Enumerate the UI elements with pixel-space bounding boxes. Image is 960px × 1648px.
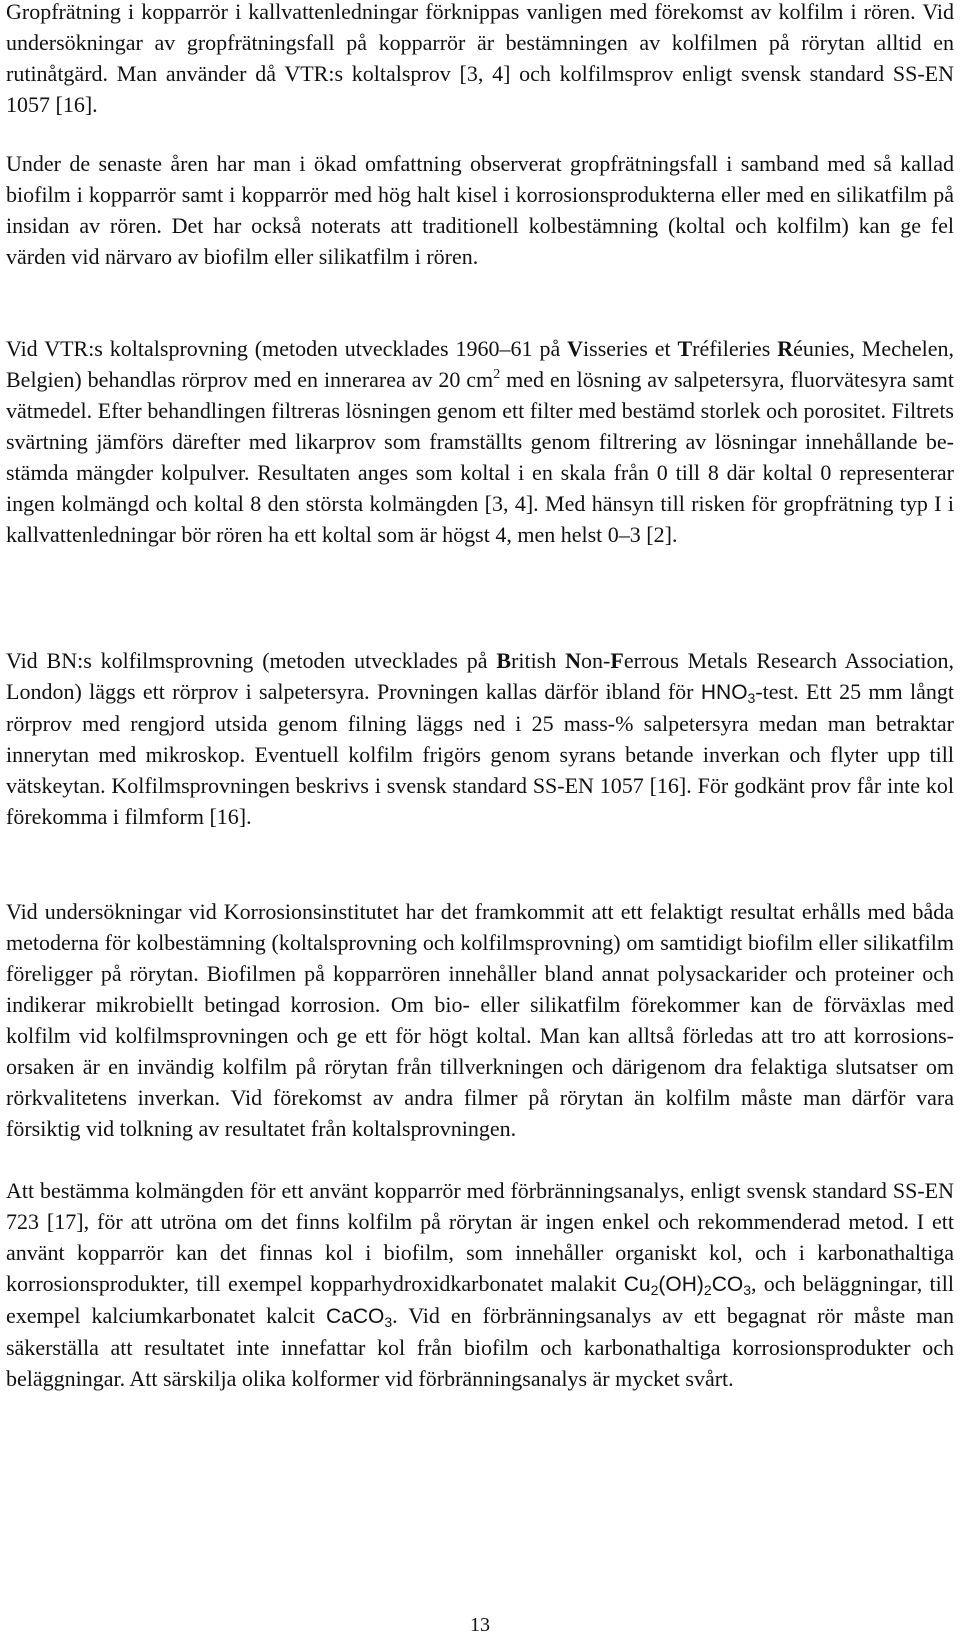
formula-part: (OH) (658, 1273, 704, 1296)
paragraph-biofilm (6, 148, 954, 272)
superscript: 2 (493, 367, 501, 382)
formula-part: Cu (623, 1273, 651, 1296)
formula-part: CO (711, 1273, 744, 1296)
bold-letter: T (677, 336, 693, 361)
formula-part: HNO (700, 681, 748, 704)
text-run: errous Metals Research Association, London) läggs ett rörprov i salpetersyra. Provningen kallas därför ibland för (6, 648, 954, 704)
subscript: 3 (384, 1314, 393, 1330)
formula-part: CaCO (326, 1305, 385, 1328)
bold-letter: B (496, 648, 512, 673)
paragraph-korrosionsinstitutet (6, 896, 954, 1144)
paragraph-intro (6, 0, 954, 120)
text-run: Att bestämma kolmängden för ett använt kopparrör med förbränningsanalys, enligt svensk standard SS-EN 723 [17], för att utröna om det finns kolfilm på rörytan är ingen enkel och rekommenderad metod. I ett använt kopparrör kan det finnas kol i biofilm, som innehåller organiskt kol, och i karbonathaltiga korrosionsprodukter, till exempel kopparhydroxidkarbonatet malakit (6, 1178, 954, 1296)
text-run: éunies, Mechelen, Belgien) behandlas rörprov med en innerarea av 20 cm (6, 336, 955, 392)
paragraph-vtr-method (6, 333, 954, 550)
text-run: isseries et (583, 336, 678, 361)
bold-letter: F (610, 648, 624, 673)
page-number: 13 (470, 1614, 490, 1636)
bold-letter: R (777, 336, 794, 361)
chemical-formula (701, 681, 755, 704)
chemical-formula (624, 1273, 751, 1296)
paragraph-biofilm-text: Under de senaste åren har man i ökad omfattning observerat gropfrätningsfall i samband med så kallad biofilm i kopparrör samt i kopparrör med hög halt kisel i korrosionsprodukterna eller med en silikatfilm på insidan av rören. Det har också noterats att traditionell kolbestämning (koltal och kolfilm) kan ge fel värden vid närvaro av biofilm eller silikatfilm i rören. (6, 151, 954, 269)
text-run: on- (581, 648, 611, 673)
text-run: réfileries (692, 336, 778, 361)
paragraph-intro-text: Gropfrätning i kopparrör i kallvattenledningar förknippas vanligen med förekomst av kolfilm i rören. Vid undersökningar av gropfrätningsfall på kopparrör är bestämningen av kolfilmen på rörytan alltid en rutinåtgärd. Man använder då VTR:s koltalsprov [3, 4] och kolfilmsprov enligt svensk standard SS-EN 1057 [16]. (6, 0, 954, 117)
text-run: med en lösning av salpetersyra, fluorvätesyra samt vätmedel. Efter behandlingen filtreras lösningen genom ett filter med bestämd storlek och porositet. Filtrets svärtning jämförs därefter med likarprov som framställts genom filtrering av lösningar innehållande bestämda mängder kolpulver. Resultaten anges som koltal i en skala från 0 till 8 där koltal 0 representerar ingen kolmängd och koltal 8 den största kolmängden [3, 4]. Med hänsyn till risken för gropfrätning typ I i kallvattenledningar bör rören ha ett koltal som är högst 4, men helst 0–3 [2]. (6, 367, 954, 547)
text-run: Vid BN:s kolfilmsprovning (metoden utvecklades på (6, 648, 497, 673)
text-run: , och beläggningar, till exempel kalciumkarbonatet kalcit (6, 1271, 954, 1328)
subscript: 2 (703, 1282, 712, 1298)
chemical-formula (326, 1305, 392, 1328)
bold-letter: V (567, 336, 584, 361)
subscript: 2 (650, 1282, 659, 1298)
subscript: 3 (747, 690, 756, 706)
bold-letter: N (565, 648, 582, 673)
paragraph-korrosionsinstitutet-text: Vid undersökningar vid Korrosionsinstitutet har det framkommit att ett felaktigt resultat erhålls med båda metoderna för kolbestämning (koltalsprovning och kolfilmsprovning) om samtidigt biofilm eller silikatfilm föreligger på rörytan. Biofilmen på kopparrören innehåller bland annat polysackarider och proteiner och indikerar mikrobiellt betingad korrosion. Om bio- eller silikatfilm förekommer kan de förväxlas med kolfilm vid kolfilmsprovningen och ge ett för högt koltal. Man kan alltså förledas att tro att korrosionsorsaken är en invändig kolfilm på rörytan från tillverkningen och därigenom dra felaktiga slutsatser om rörkvalitetens inverkan. Vid förekomst av andra filmer på rörytan än kolfilm måste man därför vara försiktig vid tolkning av resultatet från koltalsprovningen. (6, 899, 954, 1141)
text-run: -test. Ett 25 mm långt rörprov med rengjord utsida genom filning läggs ned i 25 mass-% salpetersyra medan man betraktar innerytan med mikroskop. Eventuell kolfilm frigörs genom syrans betande inverkan och flyter upp till vätskeytan. Kolfilmsprovningen beskrivs i svensk standard SS-EN 1057 [16]. För godkänt prov får inte kol förekomma i filmform [16]. (6, 679, 954, 829)
paragraph-combustion-analysis (6, 1175, 954, 1394)
text-run: . Vid en förbränningsanalys av ett begagnat rör måste man säkerställa att resultatet inte innefattar kol från biofilm och karbonathaltiga korrosionsprodukter och beläggningar. Att särskilja olika kolformer vid förbränningsanalys är mycket svårt. (6, 1303, 954, 1391)
text-run: ritish (511, 648, 566, 673)
subscript: 3 (743, 1282, 751, 1298)
text-run: Vid VTR:s koltalsprovning (metoden utvecklades 1960–61 på (6, 336, 568, 361)
paragraph-bn-method (6, 645, 954, 832)
